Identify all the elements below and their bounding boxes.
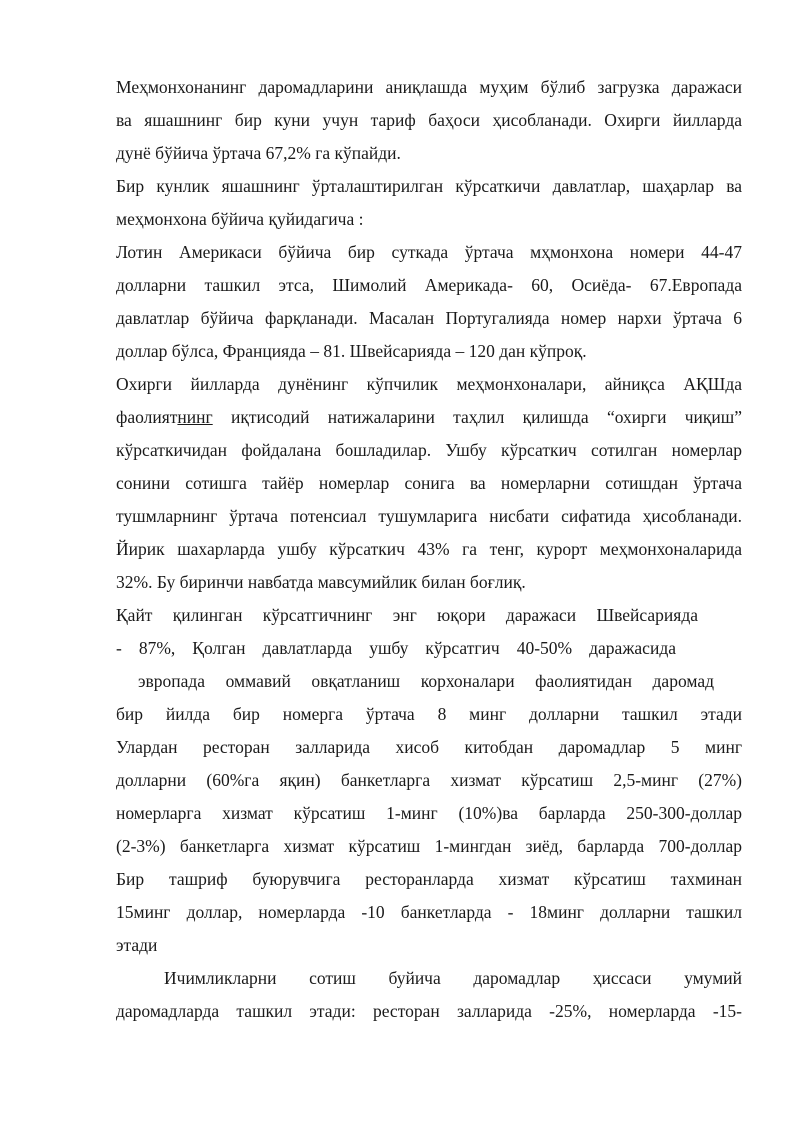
text-line (116, 405, 742, 429)
text-line: Охирги йилларда дунёнинг кўпчилик меҳмонхоналари, айниқса АҚШда (116, 374, 742, 394)
text-line: бир йилда бир номерга ўртача 8 минг долларни ташкил этади (116, 704, 742, 724)
text-line: Улардан ресторан залларида хисоб китобдан даромадлар 5 минг (116, 737, 742, 757)
text-line: доллар бўлса, Францияда – 81. Швейсарияда – 120 дан кўпроқ. (116, 341, 587, 361)
text-line: Бир кунлик яшашнинг ўрталаштирилган кўрсаткичи давлатлар, шаҳарлар ва (116, 176, 742, 196)
text-line: Йирик шахарларда ушбу кўрсаткич 43% га тенг, курорт меҳмонхоналарида (116, 539, 742, 559)
text-line: Лотин Америкаси бўйича бир суткада ўртача мҳмонхона номери 44-47 (116, 242, 742, 262)
text-line: этади (116, 935, 158, 955)
text-line: (2-3%) банкетларга хизмат кўрсатиш 1-мингдан зиёд, барларда 700-доллар (116, 836, 742, 856)
text-line: долларни ташкил этса, Шимолий Америкада- 60, Осиёда- 67.Европада (116, 275, 742, 295)
text-line: Қайт қилинган кўрсатгичнинг энг юқори даражаси Швейсарияда (116, 605, 698, 625)
text-fragment: иқтисодий натижаларини таҳлил қилишда “охирги чиқиш” (230, 407, 742, 427)
text-line: - 87%, Қолган давлатларда ушбу кўрсатгич 40-50% даражасида (116, 638, 676, 658)
text-word: фаолият (116, 407, 178, 427)
text-line: сонини сотишга тайёр номерлар сонига ва номерларни сотишдан ўртача (116, 473, 742, 493)
underlined-text: нинг (177, 407, 213, 427)
text-line: дунё бўйича ўртача 67,2% га кўпайди. (116, 143, 401, 163)
text-line: кўрсаткичидан фойдалана бошладилар. Ушбу кўрсаткич сотилган номерлар (116, 440, 742, 460)
text-line: Ичимликларни сотиш буйича даромадлар ҳиссаси умумий (164, 968, 742, 988)
text-line: 15минг доллар, номерларда -10 банкетларда - 18минг долларни ташкил (116, 902, 742, 922)
text-line: Меҳмонхонанинг даромадларини аниқлашда муҳим бўлиб загрузка даражаси (116, 77, 742, 97)
text-line: давлатлар бўйича фарқланади. Масалан Португалияда номер нархи ўртача 6 (116, 308, 742, 328)
text-line: даромадларда ташкил этади: ресторан залларида -25%, номерларда -15- (116, 1001, 742, 1021)
text-line: 32%. Бу биринчи навбатда мавсумийлик билан боғлиқ. (116, 572, 526, 592)
text-line: меҳмонхона бўйича қуйидагича : (116, 209, 364, 229)
text-line: номерларга хизмат кўрсатиш 1-минг (10%)ва барларда 250-300-доллар (116, 803, 742, 823)
text-line: Бир ташриф буюрувчига ресторанларда хизмат кўрсатиш тахминан (116, 869, 742, 889)
text-line: ва яшашнинг бир куни учун тариф баҳоси ҳисобланади. Охирги йилларда (116, 110, 742, 130)
text-line: долларни (60%га яқин) банкетларга хизмат кўрсатиш 2,5-минг (27%) (116, 770, 742, 790)
text-line: тушмларнинг ўртача потенсиал тушумларига нисбати сифатида ҳисобланади. (116, 506, 742, 526)
text-line: эвропада оммавий овқатланиш корхоналари фаолиятидан даромад (138, 671, 714, 691)
